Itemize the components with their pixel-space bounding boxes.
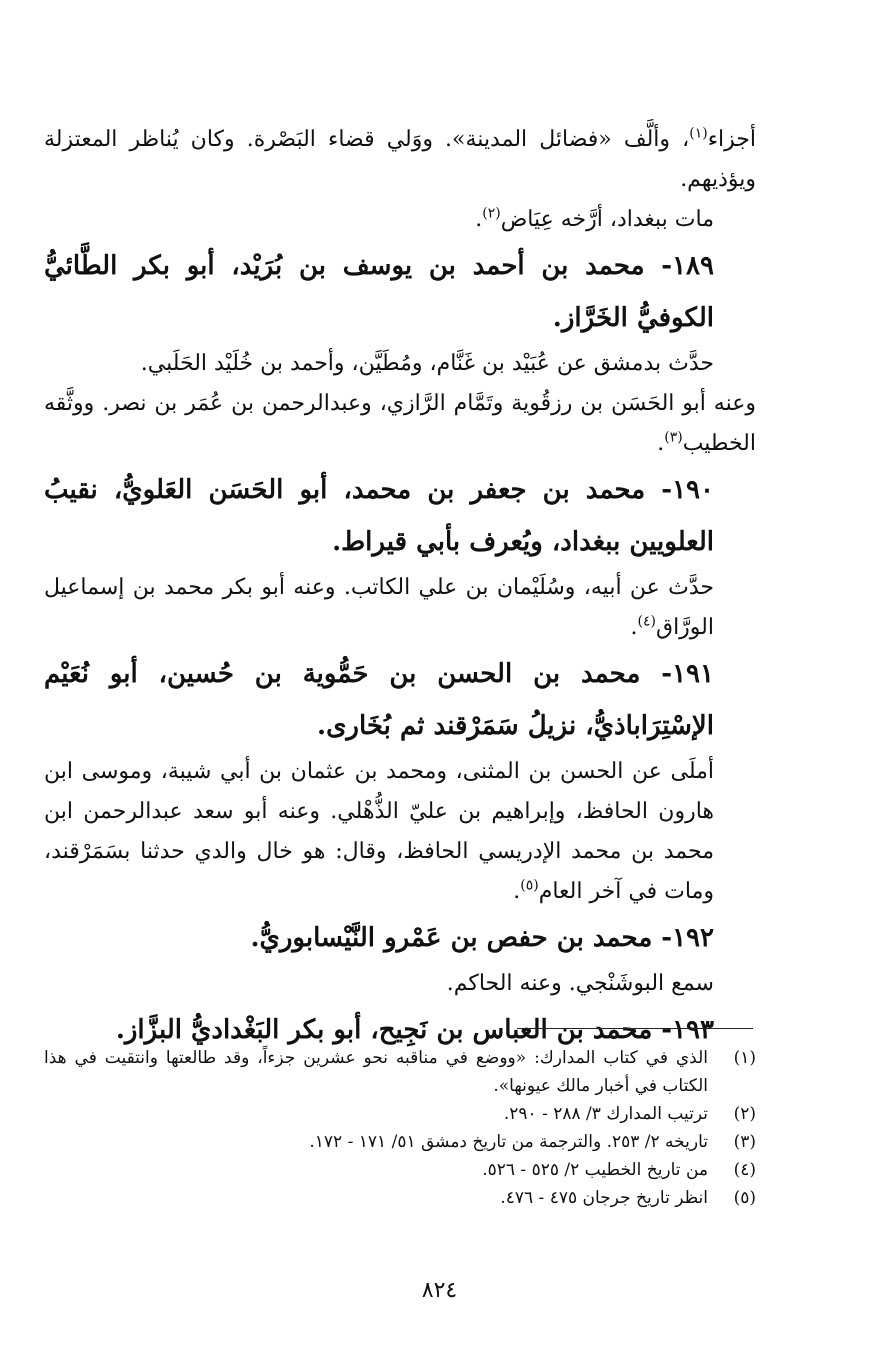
footnote xyxy=(44,1100,756,1128)
footnote-marker: (١) xyxy=(689,125,708,142)
footnote xyxy=(44,1156,756,1184)
text-run: ، وألَّف «فضائل المدينة». ووَلي قضاء البَصْرة. وكان يُناظر المعتزلة ويؤذيهم. xyxy=(44,127,756,192)
entry-heading: ١٩٣- محمد بن العباس بن نَجِيح، أبو بكر البَغْداديُّ البزَّاز. xyxy=(115,1015,714,1045)
paragraph xyxy=(44,568,756,648)
paragraph xyxy=(44,120,756,200)
footnote xyxy=(44,1128,756,1156)
footnote xyxy=(44,1044,756,1100)
paragraph: سمع البوشَنْجي. وعنه الحاكم. xyxy=(446,971,714,996)
footnotes xyxy=(44,1044,756,1212)
footnote-number: (٢) xyxy=(733,1104,756,1124)
footnote-text: تاريخه ٢/ ٢٥٣. والترجمة من تاريخ دمشق ٥١/ ١٧١ - ١٧٢. xyxy=(309,1132,708,1152)
page-number: ٨٢٤ xyxy=(421,1278,458,1303)
text-run: أملَى عن الحسن بن المثنى، ومحمد بن عثمان بن أبي شيبة، وموسى ابن هارون الحافظ، وإبراهيم بن عليّ الذُّهْلي. وعنه أبو سعد عبدالرحمن ابن محمد بن محمد الإدريسي الحافظ، وقال: هو خال والدي حدثنا بسَمَرْقند، ومات في آخر العام xyxy=(44,759,714,904)
footnote-number: (٥) xyxy=(733,1188,756,1208)
text-run: . xyxy=(475,207,483,232)
entry-heading: ١٨٩- محمد بن أحمد بن يوسف بن بُرَيْد، أبو بكر الطَّائيُّ الكوفيُّ الخَرَّاز. xyxy=(44,251,714,333)
footnote xyxy=(44,1184,756,1212)
text-run: حدَّث عن أبيه، وسُلَيْمان بن علي الكاتب. وعنه أبو بكر محمد بن إسماعيل الورَّاق xyxy=(44,575,714,640)
footnote-text: ترتيب المدارك ٣/ ٢٨٨ - ٢٩٠. xyxy=(503,1104,708,1124)
entry-heading: ١٩١- محمد بن الحسن بن حَمُّوية بن حُسين، أبو نُعَيْم الإسْتِرَاباذيُّ، نزيلُ سَمَرْقند ثم بُخَارى. xyxy=(44,659,714,741)
main-text xyxy=(44,120,756,1056)
footnote-marker: (٣) xyxy=(664,429,683,446)
footnote-number: (١) xyxy=(733,1048,756,1068)
footnote-marker: (٤) xyxy=(637,613,656,630)
paragraph: حدَّث بدمشق عن عُبَيْد بن غَنَّام، ومُطَيَّن، وأحمد بن خُلَيْد الحَلَبي. xyxy=(140,351,714,376)
footnote-number: (٣) xyxy=(733,1132,756,1152)
text-run: . xyxy=(657,431,665,456)
text-run: مات ببغداد، أرَّخه عِيَاض xyxy=(500,207,714,232)
text-run: . xyxy=(630,615,638,640)
paragraph xyxy=(44,384,756,464)
text-run: أجزاء xyxy=(707,127,756,152)
text-run: . xyxy=(513,879,521,904)
footnote-marker: (٥) xyxy=(520,877,539,894)
footnote-divider xyxy=(517,1028,753,1029)
footnote-marker: (٢) xyxy=(482,205,501,222)
footnote-text: الذي في كتاب المدارك: «ووضع في مناقبه نحو عشرين جزءاً، وقد طالعتها وانتقيت في هذا الكتاب في أخبار مالك عيونها». xyxy=(44,1048,708,1096)
footnote-text: من تاريخ الخطيب ٢/ ٥٢٥ - ٥٢٦. xyxy=(482,1160,708,1180)
entry-heading: ١٩٢- محمد بن حفص بن عَمْرو النَّيْسابوريُّ. xyxy=(250,923,714,953)
entry-heading: ١٩٠- محمد بن جعفر بن محمد، أبو الحَسَن العَلويُّ، نقيبُ العلويين ببغداد، ويُعرف بأبي قيراط. xyxy=(44,475,714,557)
paragraph xyxy=(44,752,756,912)
footnote-number: (٤) xyxy=(733,1160,756,1180)
footnote-text: انظر تاريخ جرجان ٤٧٥ - ٤٧٦. xyxy=(500,1188,708,1208)
paragraph xyxy=(44,200,756,240)
text-run: وعنه أبو الحَسَن بن رزقُوية وتَمَّام الرَّازي، وعبدالرحمن بن عُمَر بن نصر. ووثَّقه الخطيب xyxy=(44,391,756,456)
